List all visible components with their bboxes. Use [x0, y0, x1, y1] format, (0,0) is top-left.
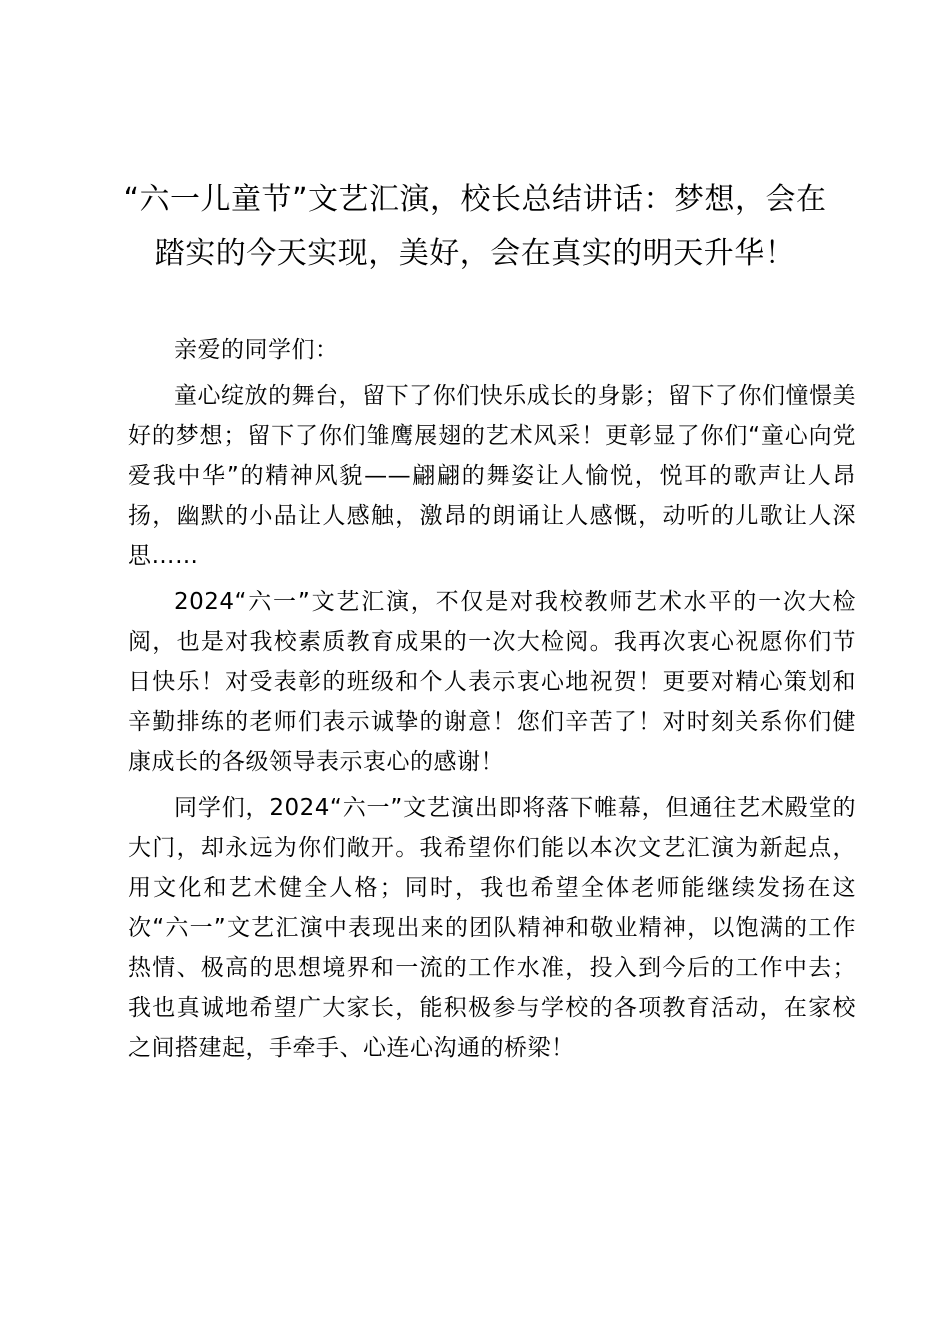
- document-body: [128, 330, 856, 1068]
- paragraph-2: 2024“六一”文艺汇演，不仅是对我校教师艺术水平的一次大检阅，也是对我校素质教育成果的一次大检阅。我再次衷心祝愿你们节日快乐！对受表彰的班级和个人表示衷心地祝贺！更要对精心策划和辛勤排练的老师们表示诚挚的谢意！您们辛苦了！对时刻关系你们健康成长的各级领导表示衷心的感谢！: [128, 589, 856, 775]
- paragraph-1: 童心绽放的舞台，留下了你们快乐成长的身影；留下了你们憧憬美好的梦想；留下了你们雏鹰展翅的艺术风采！更彰显了你们“童心向党爱我中华”的精神风貌——翩翩的舞姿让人愉悦，悦耳的歌声让人昂扬，幽默的小品让人感触，激昂的朗诵让人感慨，动听的儿歌让人深思……: [128, 383, 856, 569]
- paragraph-3: 同学们，2024“六一”文艺演出即将落下帷幕，但通往艺术殿堂的大门，却永远为你们敞开。我希望你们能以本次文艺汇演为新起点，用文化和艺术健全人格；同时，我也希望全体老师能继续发扬在这次“六一”文艺汇演中表现出来的团队精神和敬业精神，以饱满的工作热情、极高的思想境界和一流的工作水准，投入到今后的工作中去；我也真诚地希望广大家长，能积极参与学校的各项教育活动，在家校之间搭建起，手牵手、心连心沟通的桥梁！: [128, 795, 856, 1061]
- document-title: “六一儿童节”文艺汇演，校长总结讲话：梦想，会在踏实的今天实现，美好，会在真实的明天升华！: [123, 182, 827, 271]
- greeting: 亲爱的同学们：: [174, 337, 339, 363]
